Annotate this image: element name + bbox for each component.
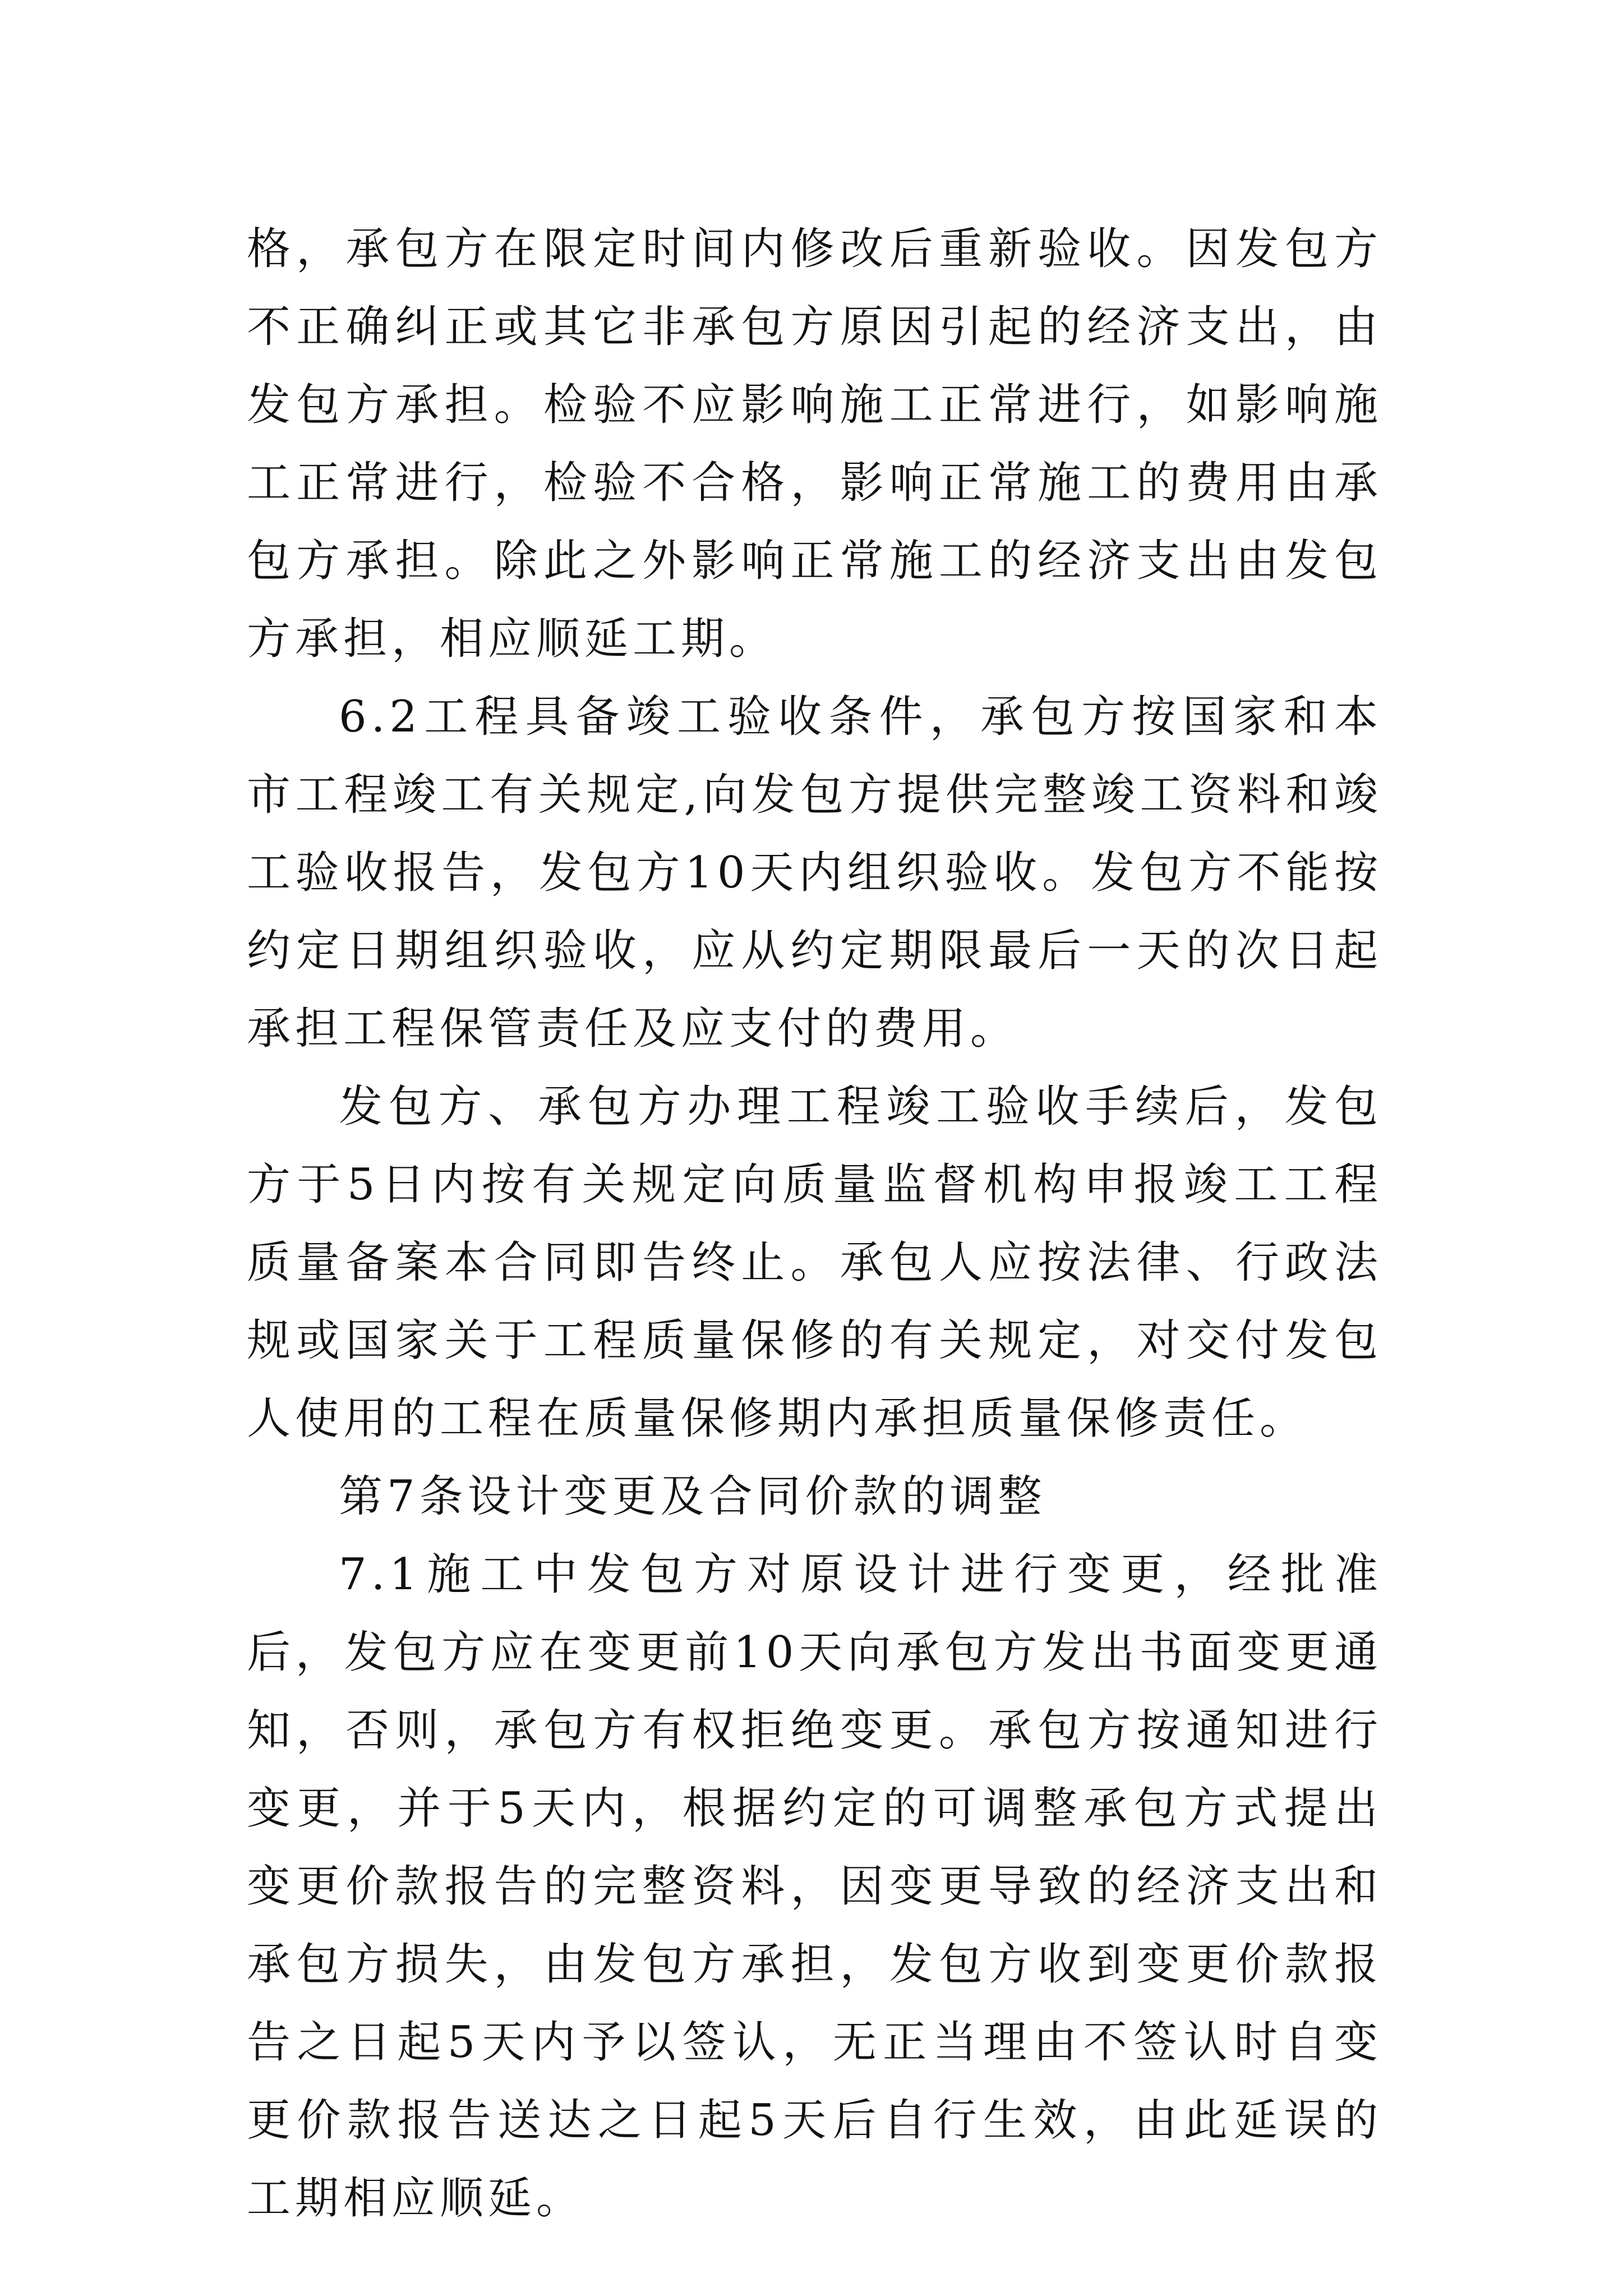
paragraph-completion-procedure: 发包方、承包方办理工程竣工验收手续后，发包方于5日内按有关规定向质量监督机构申报竣工工程质量备案本合同即告终止。承包人应按法律、行政法规或国家关于工程质量保修的有关规定，对交付发包人使用的工程在质量保修期内承担质量保修责任。 bbox=[247, 1082, 1382, 1444]
section-heading-article-7: 第7条设计变更及合同价款的调整 bbox=[339, 1471, 1046, 1522]
paragraph-7-1: 7.1施工中发包方对原设计进行变更，经批准后，发包方应在变更前10天向承包方发出书面变更通知，否则，承包方有权拒绝变更。承包方按通知进行变更，并于5天内，根据约定的可调整承包方式提出变更价款报告的完整资料，因变更导致的经济支出和承包方损失，由发包方承担，发包方收到变更价款报告之日起5天内予以签认，无正当理由不签认时自变更价款报告送达之日起5天后自行生效，由此延误的工期相应顺延。 bbox=[247, 1549, 1382, 2224]
paragraph-continuation: 格，承包方在限定时间内修改后重新验收。因发包方不正确纠正或其它非承包方原因引起的经济支出，由发包方承担。检验不应影响施工正常进行，如影响施工正常进行，检验不合格，影响正常施工的费用由承包方承担。除此之外影响正常施工的经济支出由发包方承担，相应顺延工期。 bbox=[247, 224, 1382, 664]
body-text bbox=[247, 210, 1382, 2238]
paragraph-6-2: 6.2工程具备竣工验收条件，承包方按国家和本市工程竣工有关规定,向发包方提供完整竣工资料和竣工验收报告，发包方10天内组织验收。发包方不能按约定日期组织验收，应从约定期限最后一天的次日起承担工程保管责任及应支付的费用。 bbox=[247, 692, 1382, 1054]
